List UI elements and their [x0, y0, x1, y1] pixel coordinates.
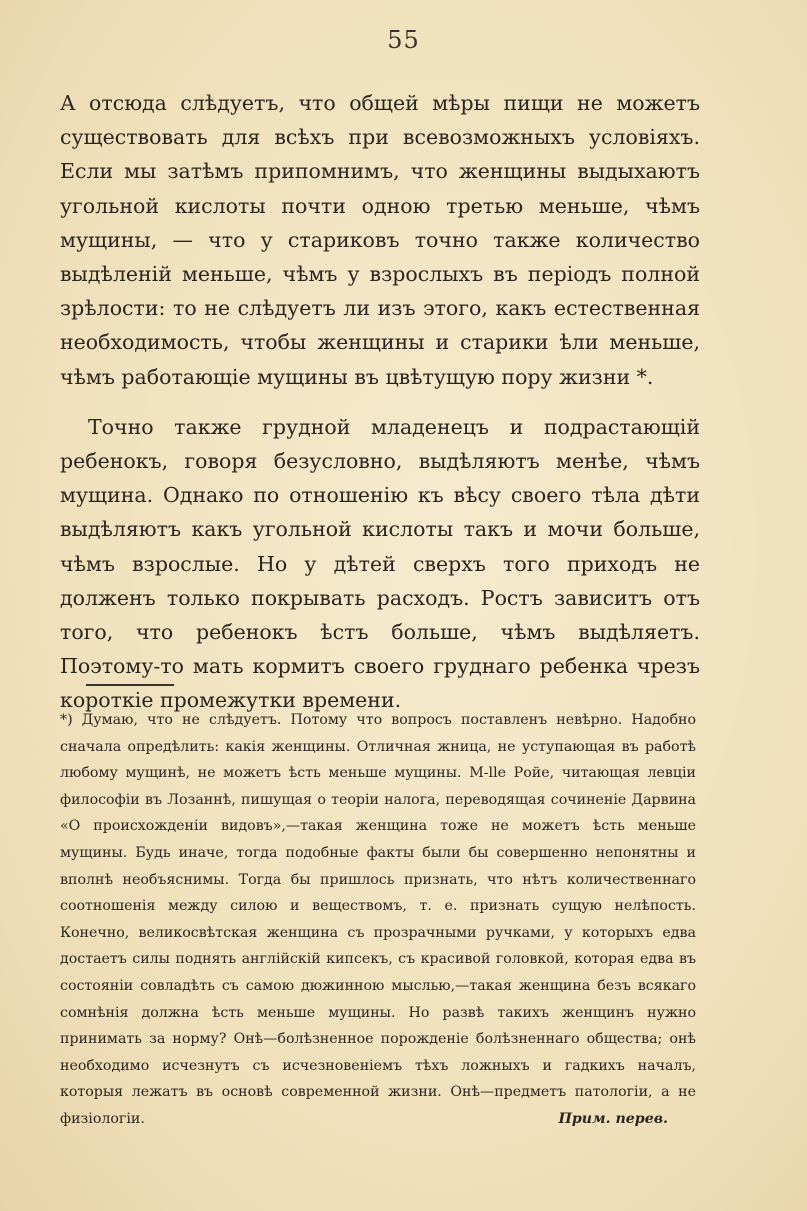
footnote: [60, 707, 696, 1133]
paragraph: Точно также грудной младенецъ и подрастающій ребенокъ, говоря безусловно, выдѣляютъ менѣе, чѣмъ мущина. Однако по отношенію къ вѣсу своего тѣла дѣти выдѣляютъ какъ угольной кислоты такъ и мочи больше, чѣмъ взрослые. Но у дѣтей сверхъ того приходъ не долженъ только покрывать расходъ. Ростъ зависитъ отъ того, что ребенокъ ѣстъ больше, чѣмъ выдѣляетъ. Поэтому-то мать кормитъ своего груднаго ребенка чрезъ короткіе промежутки времени.: [60, 414, 700, 713]
paragraph: А отсюда слѣдуетъ, что общей мѣры пищи не можетъ существовать для всѣхъ при всевозможныхъ условіяхъ. Если мы затѣмъ припомнимъ, что женщины выдыхаютъ угольной кислоты почти одною третью меньше, чѣмъ мущины, — что у стариковъ точно также количество выдѣленій меньше, чѣмъ у взрослыхъ въ періодъ полной зрѣлости: то не слѣдуетъ ли изъ этого, какъ естественная необходимость, чтобы женщины и старики ѣли меньше, чѣмъ работающіе мущины въ цвѣтущую пору жизни *.: [60, 91, 700, 389]
footnote-divider: [86, 684, 174, 686]
page-number: 55: [387, 26, 420, 54]
footnote-signature: Прим. перев.: [558, 1110, 668, 1127]
footnote-text: *) Думаю, что не слѣдуетъ. Потому что вопросъ поставленъ невѣрно. Надобно сначала опредѣлить: какія женщины. Отличная жница, не уступающая въ работѣ любому мущинѣ, не можетъ ѣсть меньше мущины. M-lle Ройе, читающая левціи философіи въ Лозаннѣ, пишущая о теоріи налога, переводящая сочиненіе Дарвина «О происхожденіи видовъ»,—такая женщина тоже не можетъ ѣсть меньше мущины. Будь иначе, тогда подобные факты были бы совершенно непонятны и вполнѣ необъяснимы. Тогда бы пришлось признать, что нѣтъ количественнаго соотношенія между силою и веществомъ, т. е. признать сущую нелѣпость. Конечно, великосвѣтская женщина съ прозрачными ручками, у которыхъ едва достаетъ силы поднять англійскій кипсекъ, съ красивой головкой, которая едва въ состояніи совладѣть съ самою дюжинною мыслью,—такая женщина безъ всякаго сомнѣнія должна ѣсть меньше мущины. Но развѣ такихъ женщинъ нужно принимать за норму? Онѣ—болѣзненное порожденіе болѣзненнаго общества; онѣ необходимо исчезнутъ съ исчезновеніемъ тѣхъ ложныхъ и гадкихъ началъ, которыя лежатъ въ основѣ современной жизни. Онѣ—предметъ патологіи, а не физіологіи.: [60, 712, 696, 1127]
main-text: [60, 86, 700, 718]
